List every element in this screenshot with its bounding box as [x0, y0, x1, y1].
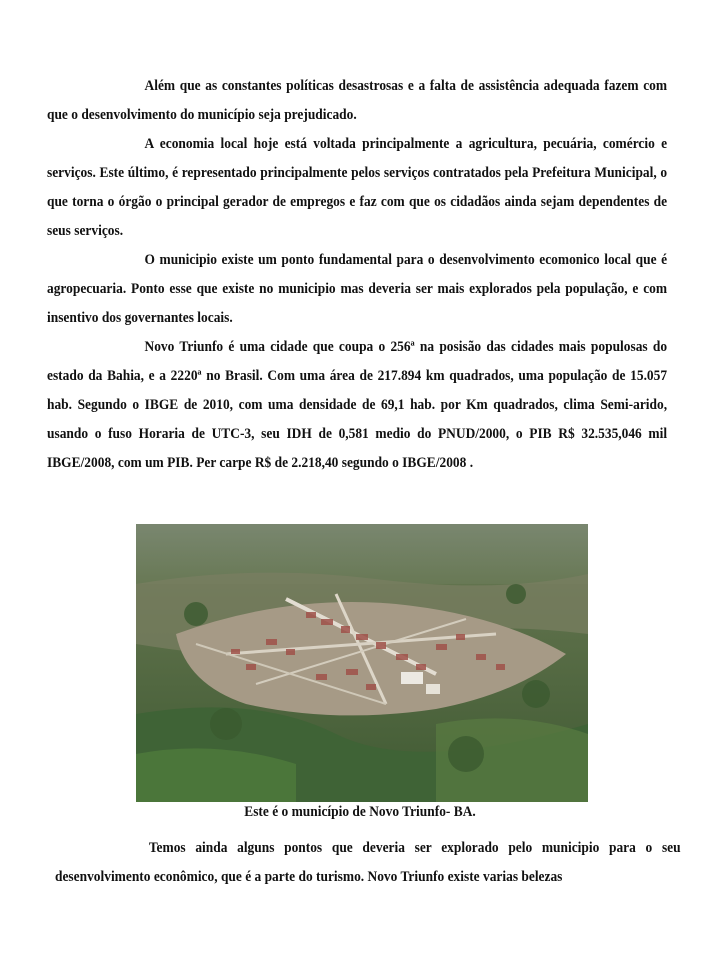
aerial-town-photo [136, 524, 588, 802]
closing-text [55, 834, 681, 892]
paragraph-2: A economia local hoje está voltada principalmente a agricultura, pecuária, comércio e serviços. Este último, é representado principalmente pelos serviços contratados pela Prefeitura Municipal, o que torna o órgão o principal gerador de empregos e faz com que os cidadãos ainda sejam dependentes de seus serviços. [47, 136, 668, 239]
paragraph-4: Novo Triunfo é uma cidade que coupa o 256ª na posisão das cidades mais populosas do estado da Bahia, e a 2220ª no Brasil. Com uma área de 217.894 km quadrados, uma população de 15.057 hab. Segundo o IBGE de 2010, com uma densidade de 69,1 hab. por Km quadrados, clima Semi-arido, usando o fuso Horaria de UTC-3, seu IDH de 0,581 medio do PNUD/2000, o PIB R$ 32.535,046 mil IBGE/2008, com um PIB. Per carpe R$ de 2.218,40 segundo o IBGE/2008 . [47, 339, 668, 471]
body-text [47, 72, 667, 478]
paragraph-5: Temos ainda alguns pontos que deveria ser explorado pelo municipio para o seu desenvolvimento econômico, que é a parte do turismo. Novo Triunfo existe varias belezas [55, 840, 681, 885]
paragraph-1: Além que as constantes políticas desastrosas e a falta de assistência adequada fazem com que o desenvolvimento do município seja prejudicado. [47, 78, 668, 123]
photo-caption: Este é o município de Novo Triunfo- BA. [244, 804, 476, 820]
paragraph-3: O municipio existe um ponto fundamental para o desenvolvimento ecomonico local que é agropecuaria. Ponto esse que existe no municipio mas deveria ser mais explorados pela população, e com insentivo dos governantes locais. [47, 252, 668, 326]
